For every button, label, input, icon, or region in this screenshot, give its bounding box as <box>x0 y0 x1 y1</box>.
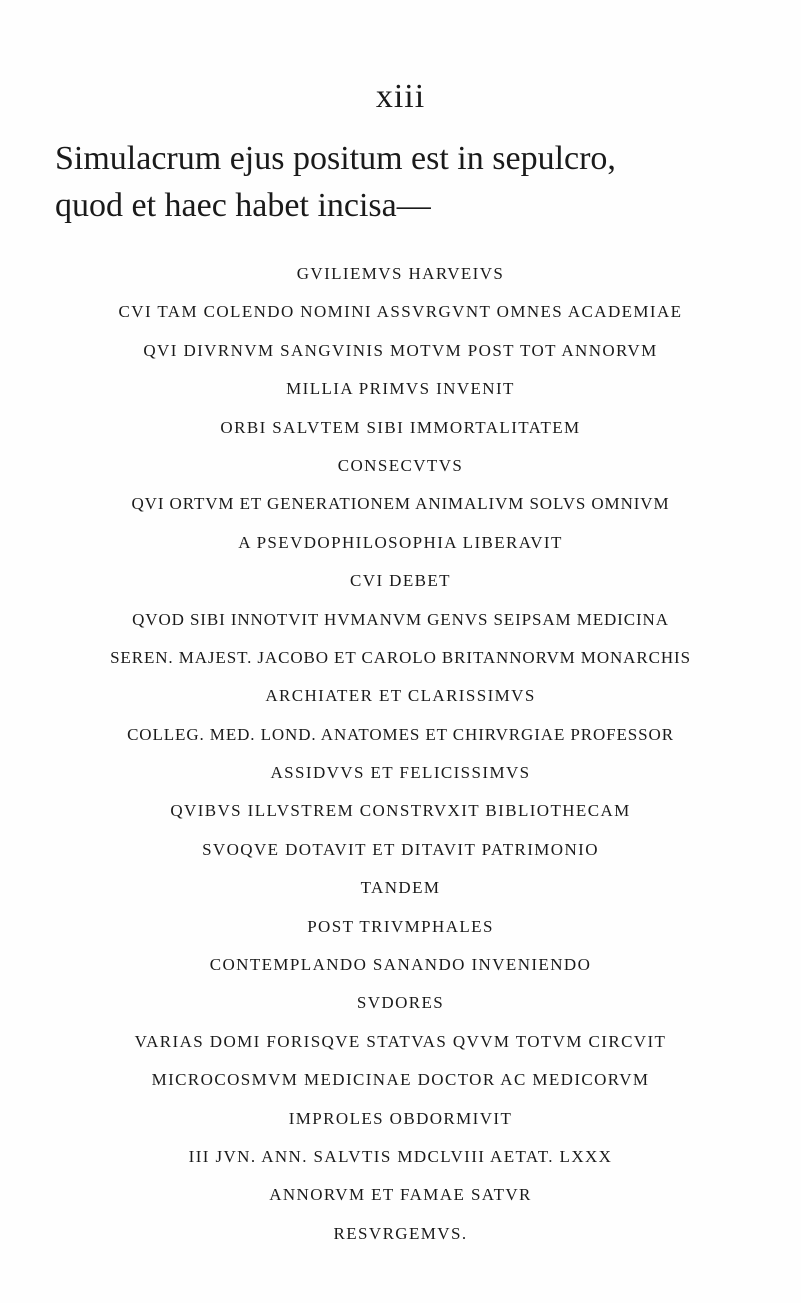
inscription-line: RESVRGEMVS. <box>333 1223 468 1243</box>
inscription-line: POST TRIVMPHALES <box>307 916 494 936</box>
inscription-line: SVOQVE DOTAVIT ET DITAVIT PATRIMONIO <box>202 839 599 859</box>
inscription-line: ANNORVM ET FAMAE SATVR <box>269 1185 532 1205</box>
inscription-line: SEREN. MAJEST. JACOBO ET CAROLO BRITANNORVM MONARCHIS <box>110 647 691 667</box>
inscription-line: CVI DEBET <box>350 571 451 591</box>
inscription-line: A PSEVDOPHILOSOPHIA LIBERAVIT <box>238 532 563 552</box>
epitaph-inscription <box>0 255 801 1253</box>
inscription-line: III JVN. ANN. SALVTIS MDCLVIII AETAT. LXXX <box>188 1146 613 1166</box>
intro-paragraph <box>55 135 785 229</box>
inscription-line: MILLIA PRIMVS INVENIT <box>286 379 515 399</box>
intro-line: Simulacrum ejus positum est in sepulcro, <box>55 140 616 177</box>
inscription-line: GVILIEMVS HARVEIVS <box>296 264 505 283</box>
inscription-line: VARIAS DOMI FORISQVE STATVAS QVVM TOTVM CIRCVIT <box>134 1031 667 1051</box>
inscription-line: MICROCOSMVM MEDICINAE DOCTOR AC MEDICORVM <box>151 1070 650 1090</box>
intro-line: quod et haec habet incisa— <box>55 187 431 224</box>
inscription-line: QVIBVS ILLVSTREM CONSTRVXIT BIBLIOTHECAM <box>170 801 631 821</box>
inscription-line: CONTEMPLANDO SANANDO INVENIENDO <box>209 955 592 975</box>
inscription-line: ORBI SALVTEM SIBI IMMORTALITATEM <box>220 417 581 437</box>
inscription-line: ARCHIATER ET CLARISSIMVS <box>265 686 536 706</box>
inscription-line: TANDEM <box>360 878 441 898</box>
inscription-line: CVI TAM COLENDO NOMINI ASSVRGVNT OMNES ACADEMIAE <box>118 302 683 322</box>
inscription-line: QVOD SIBI INNOTVIT HVMANVM GENVS SEIPSAM MEDICINA <box>132 609 669 629</box>
page-number: xiii <box>375 78 426 115</box>
inscription-line: IMPROLES OBDORMIVIT <box>288 1108 513 1128</box>
inscription-line: QVI ORTVM ET GENERATIONEM ANIMALIVM SOLVS OMNIVM <box>131 494 670 514</box>
inscription-line: QVI DIVRNVM SANGVINIS MOTVM POST TOT ANNORVM <box>143 340 658 360</box>
inscription-line: COLLEG. MED. LOND. ANATOMES ET CHIRVRGIAE PROFESSOR <box>127 724 674 744</box>
inscription-line: CONSECVTVS <box>337 455 464 475</box>
inscription-line: ASSIDVVS ET FELICISSIMVS <box>270 763 531 783</box>
inscription-line: SVDORES <box>356 993 445 1013</box>
